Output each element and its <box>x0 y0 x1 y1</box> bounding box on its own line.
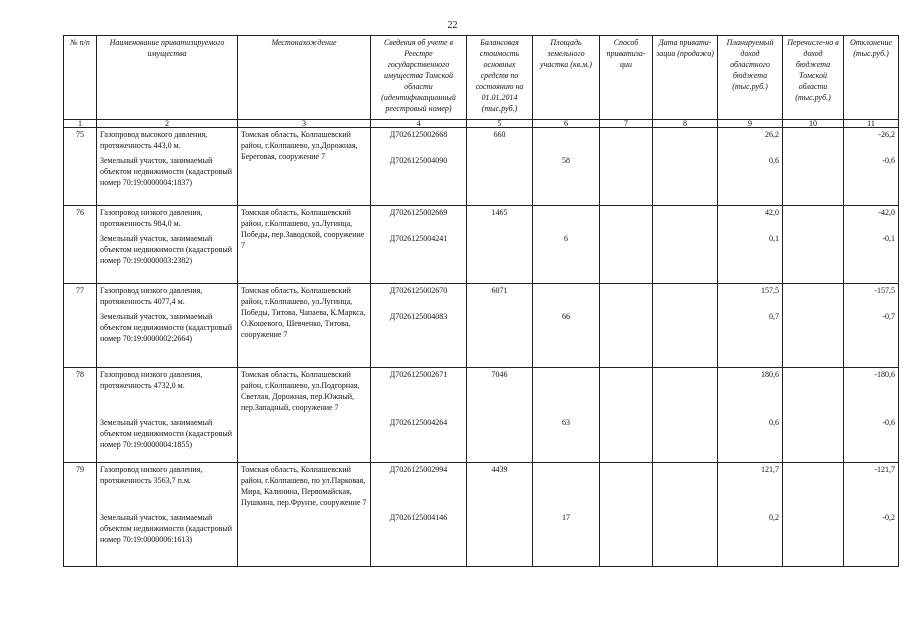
registry-number-main: Д7026125002668 <box>389 130 448 139</box>
registry-number-main: Д7026125002669 <box>389 208 448 217</box>
property-name-main: Газопровод низкого давления, протяженность 984,0 м. <box>100 208 203 228</box>
header-cell-num: № п/п <box>64 36 97 120</box>
header-cell-income: Планируемый доход областного бюджета (тыс.руб.) <box>718 36 783 120</box>
planned-income-land: 0,6 <box>769 156 779 165</box>
header-cell-area: Площадь земельного участка (кв.м.) <box>533 36 600 120</box>
column-number: 7 <box>600 120 653 128</box>
column-number-row <box>64 120 899 128</box>
row-number <box>64 128 97 206</box>
registry-number-land: Д7026125004241 <box>389 234 448 243</box>
planned-income-land: 0,6 <box>769 418 779 427</box>
location <box>238 284 371 368</box>
deviation-main: -42,0 <box>878 208 895 217</box>
privatization-method <box>600 128 653 206</box>
deviation-land: -0,6 <box>882 156 895 165</box>
privatization-date <box>653 284 718 368</box>
deviation <box>844 463 899 567</box>
row-number-text: 78 <box>76 370 84 379</box>
property-name-main: Газопровод высокого давления, протяженность 443,0 м. <box>100 130 208 150</box>
table-row <box>64 128 899 206</box>
property-name-main: Газопровод низкого давления, протяженность 4077,4 м. <box>100 286 203 306</box>
balance-value-text: 1465 <box>491 208 508 217</box>
header-cell-deviation: Отклонение (тыс.руб.) <box>844 36 899 120</box>
balance-value-text: 4439 <box>491 465 508 474</box>
location-text: Томская область, Колпашевский район, г.Колпашево, ул.Лугинца, Победы, пер.Заводской, сооружение 7 <box>241 208 365 250</box>
deviation-land: -0,1 <box>882 234 895 243</box>
table-row <box>64 284 899 368</box>
deviation <box>844 128 899 206</box>
registry-number-land: Д7026125004146 <box>389 513 448 522</box>
column-number: 4 <box>371 120 467 128</box>
deviation <box>844 284 899 368</box>
land-area <box>533 128 600 206</box>
table-row <box>64 206 899 284</box>
header-cell-location: Местонахождение <box>238 36 371 120</box>
deviation-main: -180,6 <box>874 370 895 379</box>
property-name <box>97 368 238 463</box>
land-area <box>533 206 600 284</box>
property-name-main: Газопровод низкого давления, протяженность 3563,7 п.м. <box>100 465 203 485</box>
column-number: 10 <box>783 120 844 128</box>
privatization-date <box>653 463 718 567</box>
location <box>238 206 371 284</box>
planned-income-land: 0,7 <box>769 312 779 321</box>
privatization-date <box>653 368 718 463</box>
transferred-amount <box>783 206 844 284</box>
planned-income-main: 121,7 <box>761 465 779 474</box>
table-row <box>64 463 899 567</box>
property-name-land: Земельный участок, занимаемый объектом недвижимости (кадастровый номер 70:19:0000004:1855) <box>100 418 233 449</box>
registry-number-land: Д7026125004083 <box>389 312 448 321</box>
balance-value <box>467 284 533 368</box>
location-text: Томская область, Колпашевский район, г.Колпашево, ул.Подгорная, Светлая, Дорожная, пер.Южный, пер.Западный, сооружение 7 <box>241 370 360 412</box>
column-number: 2 <box>97 120 238 128</box>
transferred-amount <box>783 368 844 463</box>
privatization-method <box>600 284 653 368</box>
planned-income-main: 157,5 <box>761 286 779 295</box>
planned-income <box>718 206 783 284</box>
property-name <box>97 128 238 206</box>
registry-number <box>371 128 467 206</box>
balance-value <box>467 368 533 463</box>
transferred-amount <box>783 463 844 567</box>
registry-number-land: Д7026125004264 <box>389 418 448 427</box>
land-area-text: 66 <box>562 312 570 321</box>
column-number: 8 <box>653 120 718 128</box>
registry-number <box>371 463 467 567</box>
balance-value <box>467 463 533 567</box>
header-cell-transferred: Перечисле-но в доход бюджета Томской области (тыс.руб.) <box>783 36 844 120</box>
registry-number <box>371 206 467 284</box>
registry-number-main: Д7026125002670 <box>389 286 448 295</box>
planned-income-main: 42,0 <box>765 208 779 217</box>
planned-income <box>718 368 783 463</box>
planned-income-main: 180,6 <box>761 370 779 379</box>
location-text: Томская область, Колпашевский район, г.Колпашево, ул.Лугинца, Победы, Титова, Чапаева, К.Маркса, О.Кошевого, Шевченко, Титова, сооружение 7 <box>241 286 366 339</box>
deviation <box>844 368 899 463</box>
planned-income <box>718 128 783 206</box>
planned-income <box>718 463 783 567</box>
row-number <box>64 463 97 567</box>
header-cell-name: Наименование приватизируемого имущества <box>97 36 238 120</box>
location <box>238 128 371 206</box>
land-area-text: 6 <box>564 234 568 243</box>
row-number-text: 79 <box>76 465 84 474</box>
column-number: 6 <box>533 120 600 128</box>
page-number: 22 <box>447 20 458 31</box>
deviation <box>844 206 899 284</box>
property-name-main: Газопровод низкого давления, протяженность 4732,0 м. <box>100 370 203 390</box>
deviation-land: -0,6 <box>882 418 895 427</box>
land-area <box>533 463 600 567</box>
land-area <box>533 368 600 463</box>
planned-income <box>718 284 783 368</box>
location-text: Томская область, Колпашевский район, г.Колпашево, ул.Дорожная, Береговая, сооружение 7 <box>241 130 358 161</box>
planned-income-land: 0,1 <box>769 234 779 243</box>
deviation-land: -0,2 <box>882 513 895 522</box>
row-number <box>64 284 97 368</box>
registry-number <box>371 284 467 368</box>
header-cell-method: Способ приватиза-ции <box>600 36 653 120</box>
transferred-amount <box>783 128 844 206</box>
deviation-land: -0,7 <box>882 312 895 321</box>
row-number <box>64 368 97 463</box>
balance-value-text: 660 <box>493 130 506 139</box>
privatization-method <box>600 368 653 463</box>
column-number: 9 <box>718 120 783 128</box>
property-name-land: Земельный участок, занимаемый объектом недвижимости (кадастровый номер 70:19:0000002:2664) <box>100 312 233 343</box>
deviation-main: -157,5 <box>874 286 895 295</box>
location-text: Томская область, Колпашевский район, г.Колпашево, по ул.Парковая, Мира, Калинина, Первомайская, Пушкина, пер.Фрунзе, сооружение 7 <box>241 465 367 507</box>
property-name <box>97 284 238 368</box>
row-number-text: 75 <box>76 130 84 139</box>
planned-income-main: 26,2 <box>765 130 779 139</box>
table-row <box>64 368 899 463</box>
transferred-amount <box>783 284 844 368</box>
balance-value-text: 7046 <box>491 370 508 379</box>
land-area-text: 17 <box>562 513 570 522</box>
privatization-date <box>653 206 718 284</box>
property-name-land: Земельный участок, занимаемый объектом недвижимости (кадастровый номер 70:19:0000006:1613) <box>100 513 233 544</box>
header-cell-date: Дата привати-зации (продажи) <box>653 36 718 120</box>
property-name-land: Земельный участок, занимаемый объектом недвижимости (кадастровый номер 70:19:0000003:2382) <box>100 234 233 265</box>
registry-number-main: Д7026125002994 <box>389 465 448 474</box>
row-number <box>64 206 97 284</box>
column-number: 11 <box>844 120 899 128</box>
deviation-main: -121,7 <box>874 465 895 474</box>
header-cell-registry: Сведения об учете в Реестре государственного имущества Томской области (идентификационный реестровый номер) <box>371 36 467 120</box>
deviation-main: -26,2 <box>878 130 895 139</box>
row-number-text: 76 <box>76 208 84 217</box>
privatization-table <box>63 35 899 567</box>
location <box>238 463 371 567</box>
registry-number <box>371 368 467 463</box>
privatization-method <box>600 206 653 284</box>
land-area-text: 58 <box>562 156 570 165</box>
privatization-date <box>653 128 718 206</box>
property-name <box>97 463 238 567</box>
registry-number-main: Д7026125002671 <box>389 370 448 379</box>
header-cell-balance: Балансовая стоимость основных средств по состоянию на 01.01.2014 (тыс.руб.) <box>467 36 533 120</box>
land-area <box>533 284 600 368</box>
column-number: 1 <box>64 120 97 128</box>
location <box>238 368 371 463</box>
balance-value <box>467 206 533 284</box>
planned-income-land: 0,2 <box>769 513 779 522</box>
header-row <box>64 36 899 120</box>
registry-number-land: Д7026125004090 <box>389 156 448 165</box>
property-name <box>97 206 238 284</box>
balance-value-text: 6071 <box>491 286 508 295</box>
balance-value <box>467 128 533 206</box>
property-name-land: Земельный участок, занимаемый объектом недвижимости (кадастровый номер 70:19:0000004:1837) <box>100 156 233 187</box>
land-area-text: 63 <box>562 418 570 427</box>
column-number: 5 <box>467 120 533 128</box>
row-number-text: 77 <box>76 286 84 295</box>
column-number: 3 <box>238 120 371 128</box>
privatization-method <box>600 463 653 567</box>
